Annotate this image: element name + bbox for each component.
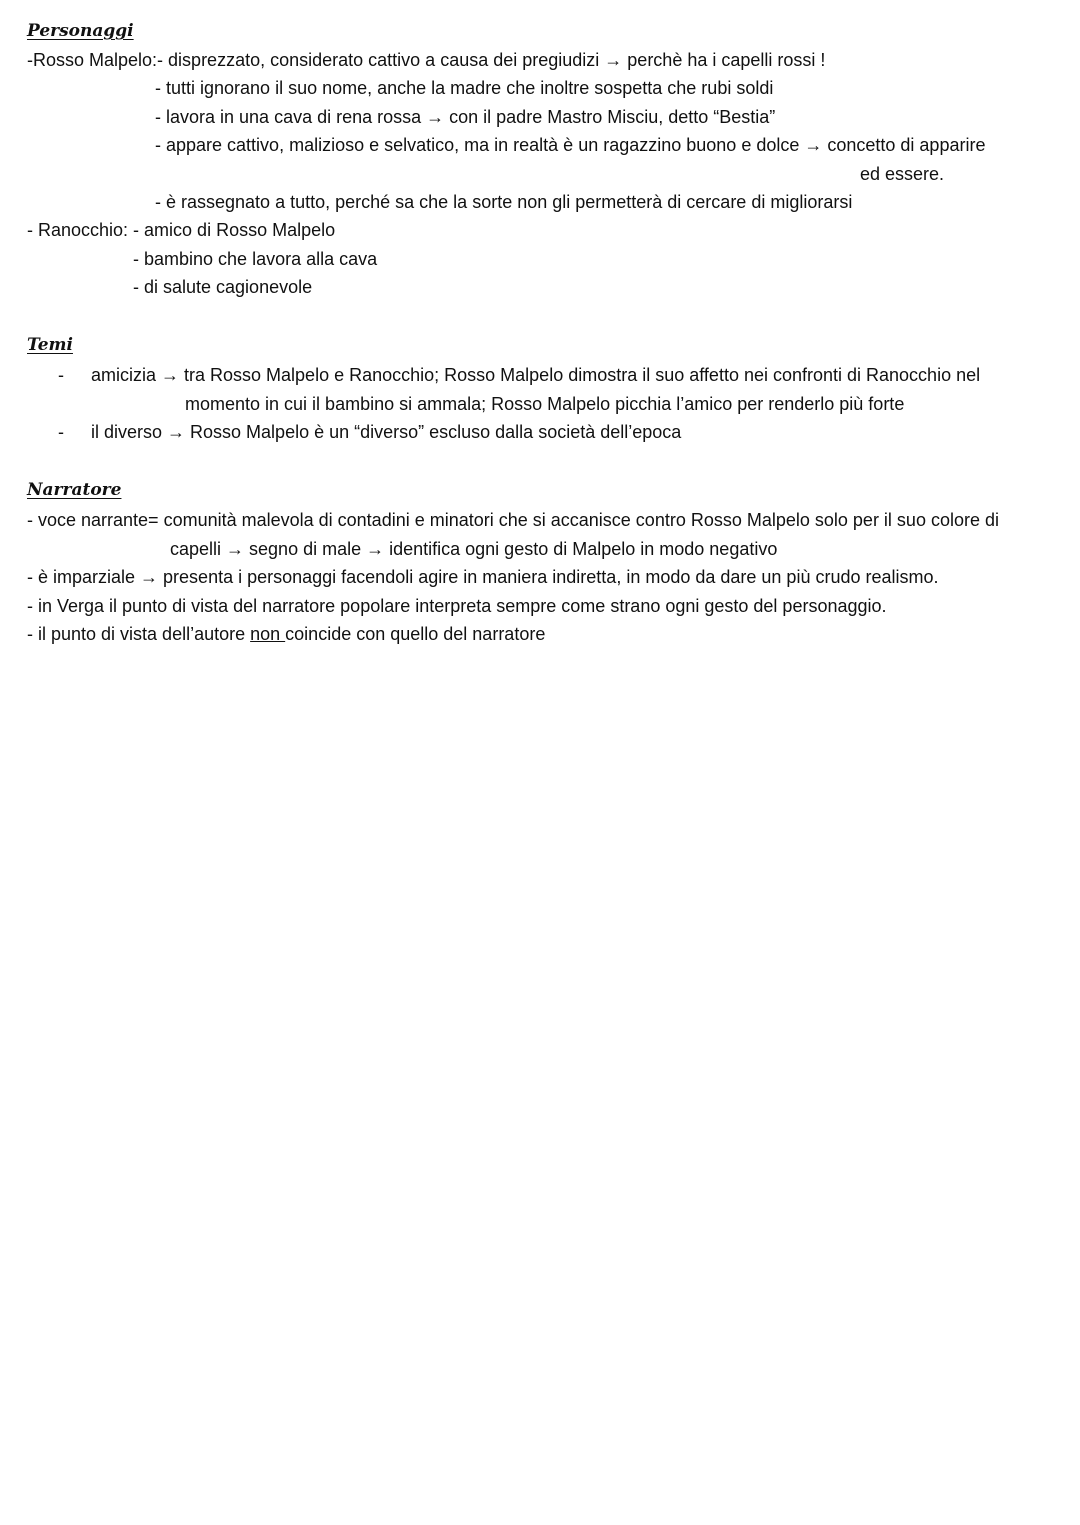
narratore-line-4: - in Verga il punto di vista del narratore popolare interpreta sempre come strano ogni gesto del personaggio. [27, 596, 887, 616]
temi-item-amicizia: amicizia → tra Rosso Malpelo e Ranocchio; Rosso Malpelo dimostra il suo affetto nei confronti di Ranocchio nel [91, 365, 981, 385]
ranocchio-line-1: - Ranocchio: - amico di Rosso Malpelo [27, 220, 336, 240]
narratore-line-5-after: coincide con quello del narratore [285, 624, 546, 644]
temi-bullet-2: - [58, 422, 64, 442]
malpelo-line-6: - è rassegnato a tutto, perché sa che la sorte non gli permetterà di cercare di migliorarsi [155, 192, 853, 212]
temi-item-diverso: il diverso → Rosso Malpelo è un “diverso” escluso dalla società dell’epoca [91, 422, 682, 442]
narratore-line-5-before: - il punto di vista dell’autore [27, 624, 251, 644]
temi-bullet-1: - [58, 365, 64, 385]
narratore-line-2: capelli → segno di male → identifica ogni gesto di Malpelo in modo negativo [170, 539, 778, 559]
narratore-line-3: - è imparziale → presenta i personaggi facendoli agire in maniera indiretta, in modo da dare un più crudo realismo. [27, 567, 939, 587]
personaggi-heading: Personaggi [27, 21, 134, 41]
narratore-underlined-non: non [250, 624, 286, 644]
malpelo-line-3: - lavora in una cava di rena rossa → con il padre Mastro Misciu, detto “Bestia” [155, 107, 776, 127]
narratore-heading: Narratore [27, 480, 122, 500]
ranocchio-line-3: - di salute cagionevole [133, 277, 313, 297]
temi-item-amicizia-cont: momento in cui il bambino si ammala; Rosso Malpelo picchia l’amico per renderlo più forte [185, 394, 905, 414]
narratore-line-5 [27, 622, 545, 646]
malpelo-line-5: ed essere. [860, 164, 945, 184]
temi-heading: Temi [27, 335, 73, 355]
malpelo-line-1: -Rosso Malpelo:- disprezzato, considerato cattivo a causa dei pregiudizi → perchè ha i capelli rossi ! [27, 50, 826, 70]
malpelo-line-2: - tutti ignorano il suo nome, anche la madre che inoltre sospetta che rubi soldi [155, 78, 774, 98]
ranocchio-line-2: - bambino che lavora alla cava [133, 249, 378, 269]
malpelo-line-4: - appare cattivo, malizioso e selvatico, ma in realtà è un ragazzino buono e dolce → concetto di apparire [155, 135, 986, 155]
narratore-line-1: - voce narrante= comunità malevola di contadini e minatori che si accanisce contro Rosso Malpelo solo per il suo colore di [27, 510, 999, 530]
